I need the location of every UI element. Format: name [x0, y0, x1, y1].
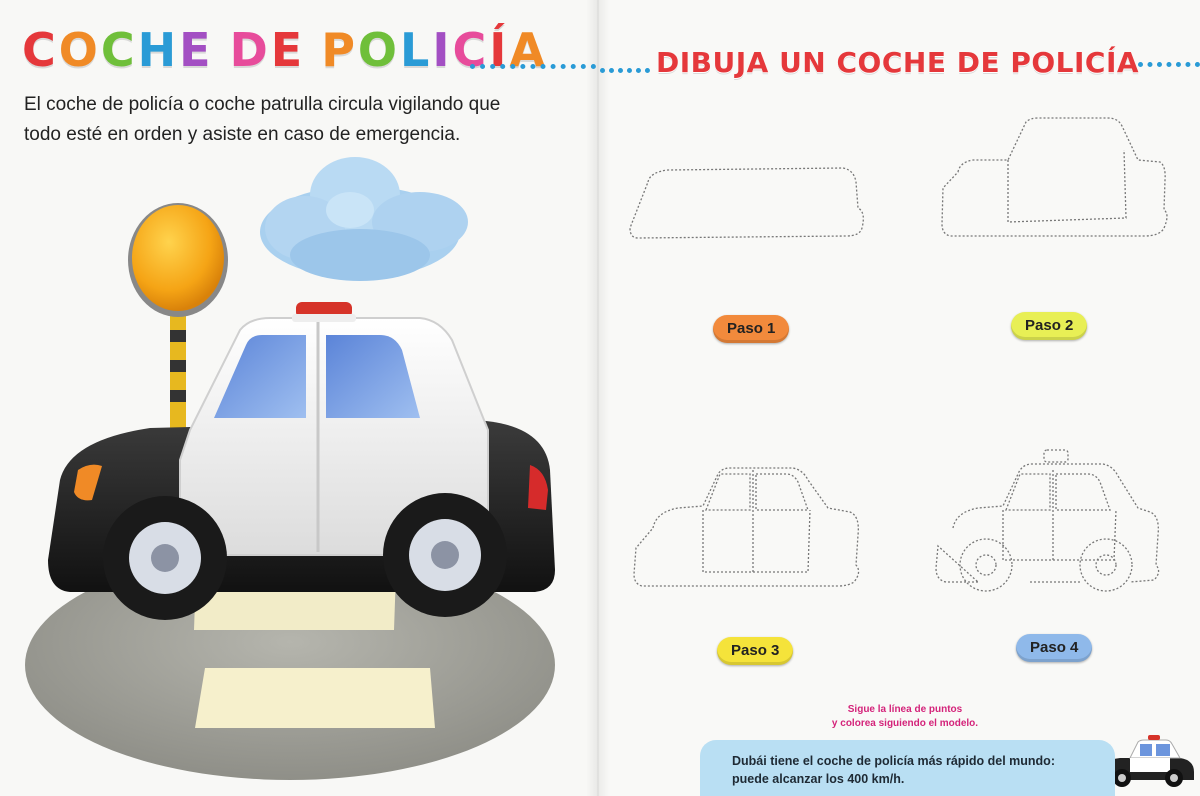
title-letter: E: [270, 23, 306, 77]
page-title-dibuja: DIBUJA UN COCHE DE POLICÍA: [656, 46, 1140, 79]
title-letter: Í: [489, 23, 510, 77]
hint-line-2: y colorea siguiendo el modelo.: [831, 718, 979, 729]
intro-line-2: todo esté en orden y asiste en caso de emergencia.: [24, 124, 461, 145]
title-letter: P: [321, 23, 358, 77]
step-2-label: Paso 2: [1011, 312, 1087, 340]
step-2-outline: [942, 118, 1167, 236]
step-drawings: [598, 0, 1200, 796]
step-1-label: Paso 1: [713, 315, 789, 343]
hint-line-1: Sigue la línea de puntos: [847, 704, 963, 715]
title-letter: O: [58, 23, 101, 77]
title-letter: C: [22, 23, 59, 77]
step-3-outline: [634, 468, 859, 586]
step-4-label: Paso 4: [1016, 634, 1092, 662]
title-letter: O: [357, 23, 401, 77]
title-letter: L: [400, 23, 433, 77]
title-letter: A: [509, 23, 548, 77]
title-letter: C: [452, 23, 490, 77]
police-car: [48, 302, 555, 620]
title-letter: C: [100, 23, 138, 77]
fun-fact-box: [700, 740, 1115, 796]
title-letter: H: [137, 23, 180, 77]
fact-line-2: puede alcanzar los 400 km/h.: [732, 772, 905, 786]
police-car-illustration: [0, 0, 598, 796]
step-1-outline: [630, 168, 863, 238]
crosswalk-stripe: [195, 668, 435, 728]
fact-line-1: Dubái tiene el coche de policía más rápido del mundo:: [732, 754, 1055, 768]
fun-fact-text: [732, 752, 1055, 788]
title-letter: D: [229, 23, 271, 77]
intro-line-1: El coche de policía o coche patrulla circula vigilando que: [24, 94, 501, 115]
step-4-outline: [936, 450, 1159, 591]
small-police-car-icon: [1102, 735, 1194, 787]
step-3-label: Paso 3: [717, 637, 793, 665]
title-letter: I: [432, 23, 453, 77]
cloud: [260, 157, 468, 281]
title-letter: E: [179, 23, 214, 77]
instruction-hint: [790, 703, 1020, 731]
